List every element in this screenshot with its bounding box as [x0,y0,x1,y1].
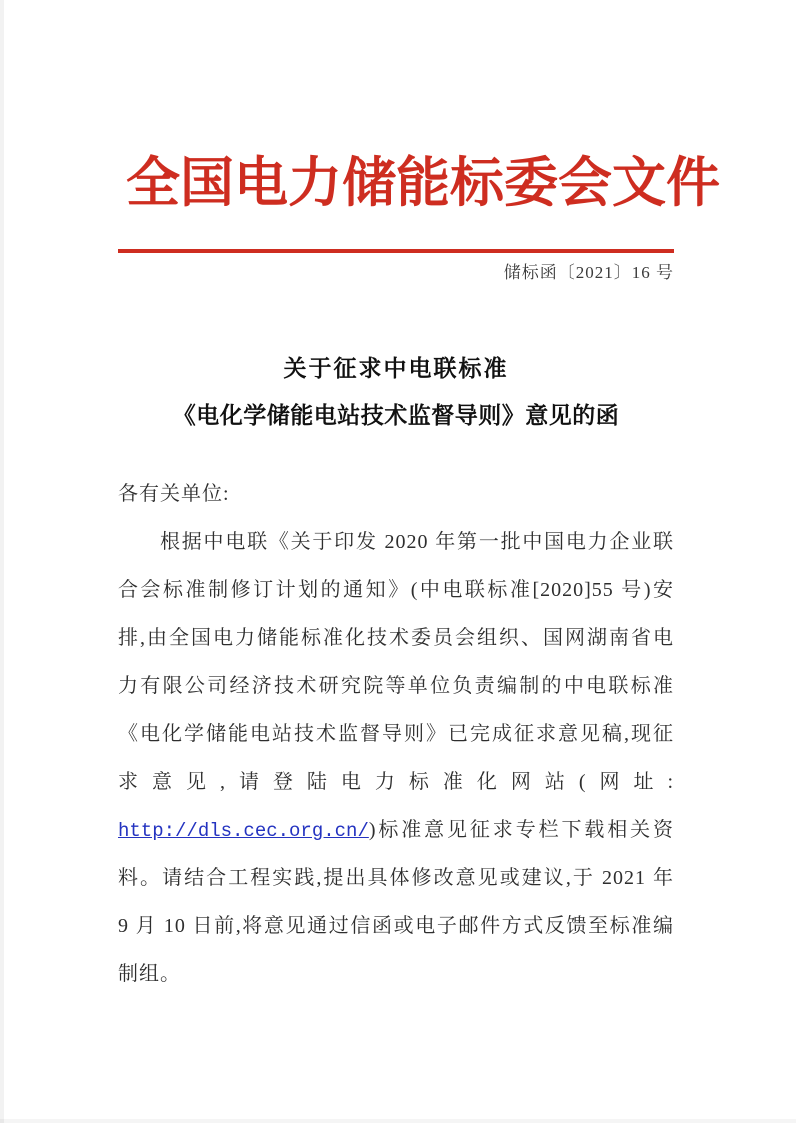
body-line-10: 制组。 [118,963,181,985]
body-line-3: 排,由全国电力储能标准化技术委员会组织、国网湖南省电 [118,627,674,649]
body-line-4: 力有限公司经济技术研究院等单位负责编制的中电联标准 [118,675,674,697]
body-line-1: 根据中电联《关于印发 2020 年第一批中国电力企业联 [160,531,674,553]
subject-title [118,345,674,439]
red-divider-line [118,249,674,253]
body-line-2: 合会标准制修订计划的通知》(中电联标准[2020]55 号)安 [118,579,674,601]
document-number: 储标函〔2021〕16 号 [503,263,674,282]
subject-title-line2: 《电化学储能电站技术监督导则》意见的函 [172,402,620,428]
body-line-5: 《电化学储能电站技术监督导则》已完成征求意见稿,现征 [118,723,674,745]
salutation: 各有关单位: [118,483,230,505]
body-line-6: 求意见,请登陆电力标准化网站(网址: [118,771,674,793]
body-line-9: 9 月 10 日前,将意见通过信函或电子邮件方式反馈至标准编 [118,915,674,937]
standards-website-link[interactable]: http://dls.cec.org.cn/ [118,820,369,842]
letterhead-title: 全国电力储能标委会文件 [126,153,720,213]
body-line-7-with-link [118,806,674,854]
subject-title-line1: 关于征求中电联标准 [283,355,509,381]
body-line-8: 料。请结合工程实践,提出具体修改意见或建议,于 2021 年 [118,867,674,889]
body-line-7-text: )标准意见征求专栏下载相关资 [368,819,674,841]
letter-body [118,470,674,998]
document-content [118,0,720,998]
